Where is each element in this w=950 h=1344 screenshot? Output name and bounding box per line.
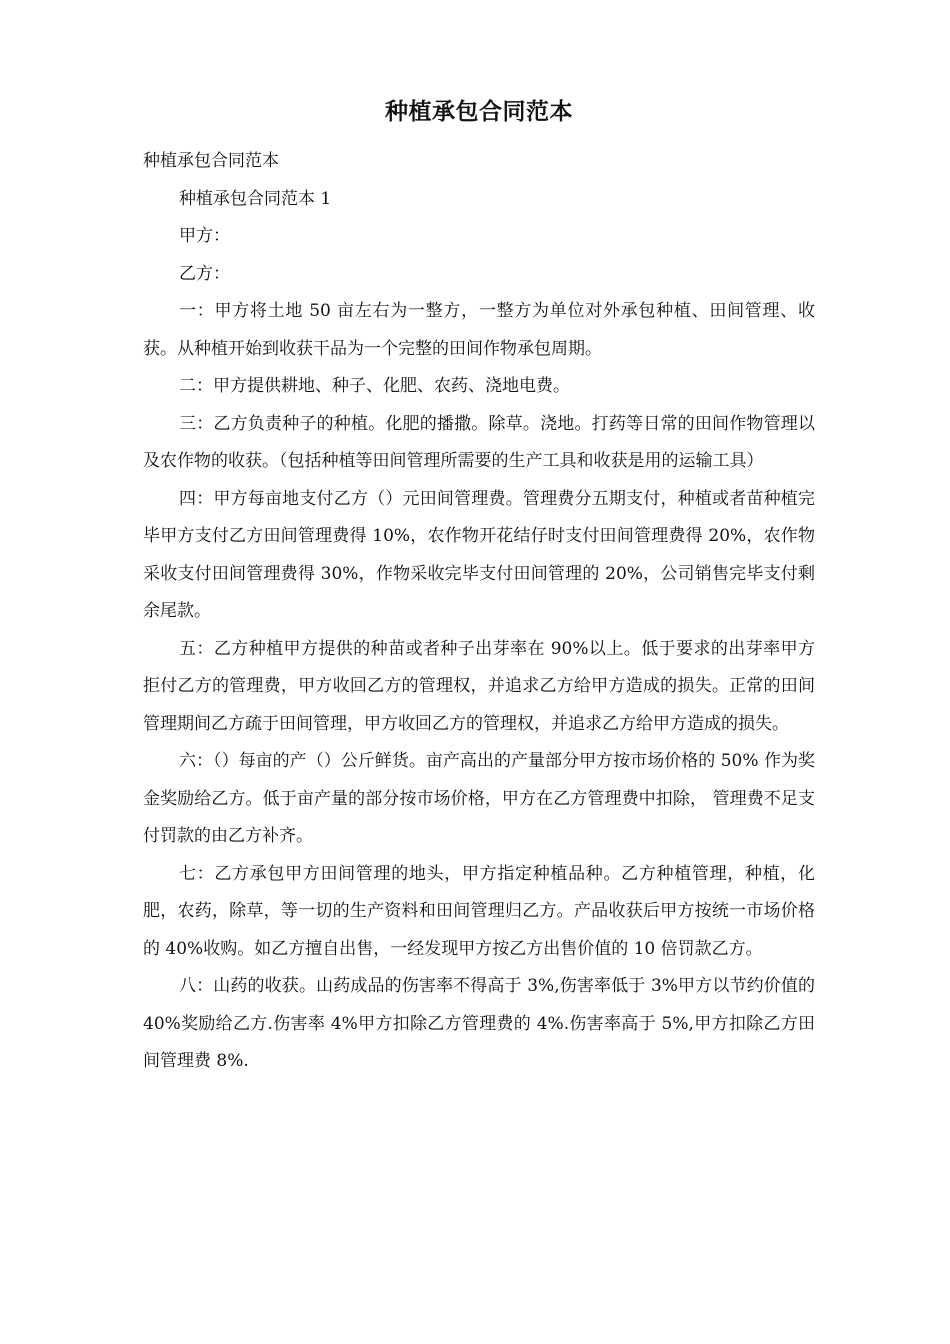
document-title: 种植承包合同范本 — [385, 99, 573, 125]
paragraph: 二：甲方提供耕地、种子、化肥、农药、浇地电费。 — [179, 376, 570, 396]
paragraph: 五：乙方种植甲方提供的种苗或者种子出芽率在 90%以上。低于要求的出芽率甲方拒付乙方的管理费，甲方收回乙方的管理权，并追求乙方给甲方造成的损失。正常的田间管理期间乙方疏于田间管理，甲方收回乙方的管理权，并追求乙方给甲方造成的损失。 — [143, 638, 815, 734]
paragraph: 乙方： — [179, 263, 230, 284]
paragraph: 三：乙方负责种子的种植。化肥的播撒。除草。浇地。打药等日常的田间作物管理以及农作物的收获。（包括种植等田间管理所需要的生产工具和收获是用的运输工具） — [143, 413, 815, 471]
paragraph: 甲方： — [179, 226, 230, 246]
paragraph: 种植承包合同范本 1 — [179, 188, 332, 209]
paragraph: 六：（）每亩的产（）公斤鲜货。亩产高出的产量部分甲方按市场价格的 50% 作为奖金奖励给乙方。低于亩产量的部分按市场价格，甲方在乙方管理费中扣除， 管理费不足支付罚款的由乙方补齐。 — [143, 751, 815, 846]
paragraph: 种植承包合同范本 — [143, 151, 279, 171]
document-body — [143, 143, 815, 1081]
paragraph: 四：甲方每亩地支付乙方（）元田间管理费。管理费分五期支付，种植或者苗种植完毕甲方支付乙方田间管理费得 10%，农作物开花结仔时支付田间管理费得 20%，农作物采收支付田间管理费得 30%，作物采收完毕支付田间管理的 20%，公司销售完毕支付剩余尾款。 — [143, 488, 815, 621]
paragraph: 一：甲方将土地 50 亩左右为一整方，一整方为单位对外承包种植、田间管理、收获。从种植开始到收获干品为一个完整的田间作物承包周期。 — [143, 301, 815, 359]
paragraph: 七：乙方承包甲方田间管理的地头，甲方指定种植品种。乙方种植管理，种植，化肥，农药，除草，等一切的生产资料和田间管理归乙方。产品收获后甲方按统一市场价格的 40%收购。如乙方擅自出售，一经发现甲方按乙方出售价值的 10 倍罚款乙方。 — [143, 863, 815, 959]
paragraph: 八：山药的收获。山药成品的伤害率不得高于 3%,伤害率低于 3%甲方以节约价值的 40%奖励给乙方.伤害率 4%甲方扣除乙方管理费的 4%.伤害率高于 5%,甲方扣除乙方田间管理费 8%. — [143, 976, 815, 1071]
